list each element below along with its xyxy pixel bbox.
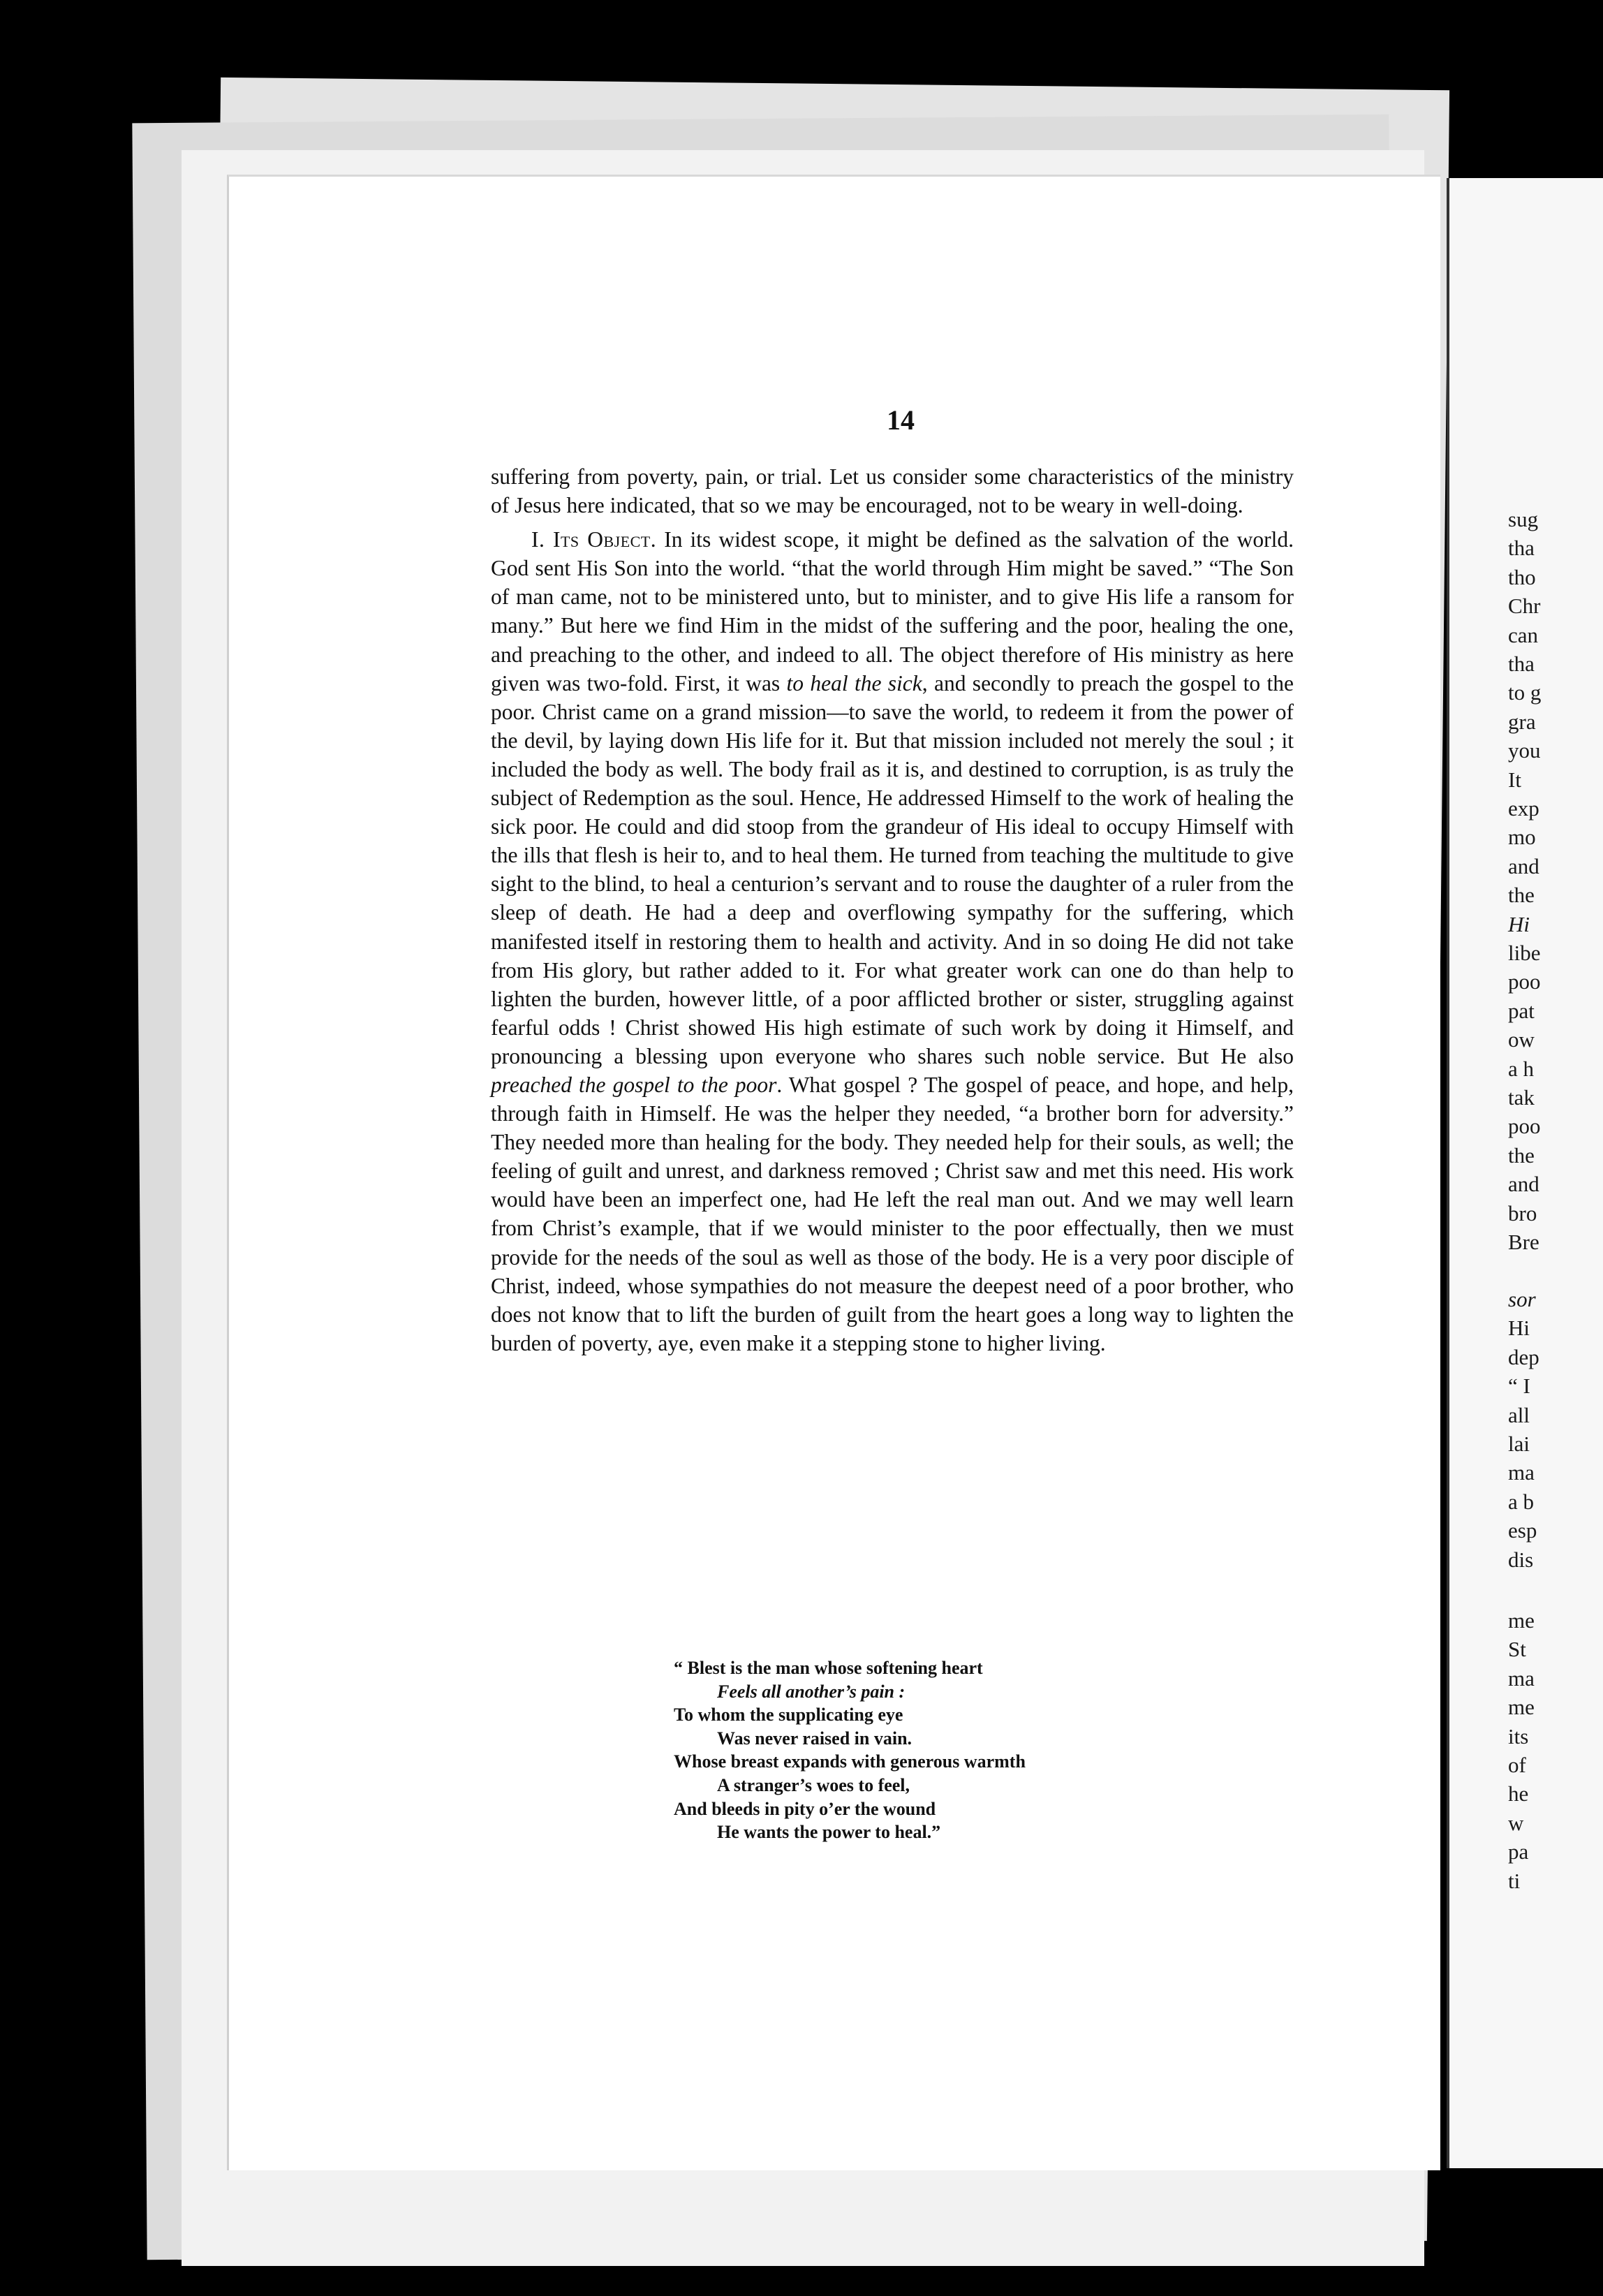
facing-page-fragment: a b <box>1508 1489 1535 1514</box>
facing-page-fragment: the <box>1508 1142 1535 1168</box>
facing-page-fragment: and <box>1508 853 1539 878</box>
facing-page-fragment: dep <box>1508 1344 1539 1369</box>
facing-page-fragment: tak <box>1508 1085 1535 1110</box>
facing-page-fragment: “ I <box>1508 1374 1530 1399</box>
facing-page-fragment: bro <box>1508 1200 1537 1226</box>
facing-page-fragment: St <box>1508 1637 1526 1662</box>
paragraph: I. Its Object. In its widest scope, it might be defined as the salvation of the world. God sent His Son into the world. “that the world through Him might be saved.” “The Son of man came, not to be ministered unto, but to minister, and to give His life a ransom for many.” But here we find Him in the midst of the suffering and the poor, healing the one, and preaching to the other, and indeed to all. The object therefore of His ministry as here given was two-fold. First, it was to heal the sick, and secondly to preach the gospel to the poor. Christ came on a grand mission—to save the world, to redeem it from the power of the devil, by laying down His life for it. But that mission included not merely the soul ; it included the body as well. The body frail as it is, and destined to corruption, is as truly the subject of Redemption as the soul. Hence, He addressed Himself to the work of healing the sick poor. He could and did stoop from the grandeur of His ideal to occupy Himself with the ills that flesh is heir to, and to heal them. He turned from teaching the multitude to give sight to the blind, to heal a centurion’s servant and to rouse the daughter of a ruler from the sleep of death. He had a deep and overflowing sympathy for the suffering, which manifested itself in restoring them to health and activity. And in so doing He did not take from His glory, but rather added to it. For what greater work can one do than help to lighten the burden, however little, of a poor afflicted brother or sister, struggling against fearful odds ! Christ showed His high estimate of such work by doing it Himself, and pronouncing a blessing upon everyone who shares such noble service. But He also preached the gospel to the poor. What gospel ? The gospel of peace, and hope, and help, through faith in Himself. He was the helper they needed, “a brother born for adversity.” They needed more than healing for the body. They needed help for their souls, as well; the feeling of guilt and unrest, and darkness removed ; Christ saw and met this need. His work would have been an imperfect one, had He left the real man out. And we may well learn from Christ’s example, that if we would minister to the poor effectually, then we must provide for the needs of the soul as well as those of the body. He is a very poor disciple of Christ, indeed, whose sympathies do not measure the deepest need of a poor brother, who does not know that to lift the burden of guilt from the heart goes a long way to lighten the burden of poverty, aye, even make it a stepping stone to higher living. <box>491 527 1294 1355</box>
facing-page-fragment: of <box>1508 1753 1526 1777</box>
poem-line: “ Blest is the man whose softening heart <box>674 1658 983 1678</box>
paragraph: suffering from poverty, pain, or trial. Let us consider some characteristics of the ministry of Jesus here indicated, that so we may be encouraged, not to be weary in well-doing. <box>491 464 1294 518</box>
facing-page-fragment: ma <box>1508 1460 1535 1485</box>
facing-page-fragment: poo <box>1508 969 1541 994</box>
facing-page-fragment: esp <box>1508 1518 1537 1543</box>
facing-page-fragment: pat <box>1508 998 1535 1023</box>
facing-page-fragment: lai <box>1508 1432 1530 1456</box>
facing-page-fragment: Bre <box>1508 1230 1539 1254</box>
emphasis: to heal the sick <box>786 670 922 696</box>
facing-page-fragment: the <box>1508 883 1535 908</box>
facing-page-fragment: sug <box>1508 507 1539 531</box>
facing-page-fragment: mo <box>1508 825 1536 850</box>
poem-quote <box>674 1656 1026 1844</box>
facing-page-fragment: all <box>1508 1402 1530 1427</box>
section-heading: I. Its Object. <box>531 527 657 552</box>
facing-page-fragment: tha <box>1508 536 1535 561</box>
emphasis: preached the gospel to the poor <box>491 1072 777 1097</box>
facing-page-fragment: ow <box>1508 1027 1535 1052</box>
poem-line: And bleeds in pity o’er the wound <box>674 1798 936 1819</box>
poem-line: Whose breast expands with generous warmth <box>674 1751 1026 1772</box>
facing-page-fragment: libe <box>1508 941 1541 965</box>
poem-line: Was never raised in vain. <box>717 1728 913 1749</box>
poem-line: A stranger’s woes to feel, <box>717 1774 910 1795</box>
poem-line: Feels all another’s pain : <box>717 1681 906 1702</box>
facing-page-fragment: w <box>1508 1810 1524 1835</box>
facing-page-fragment: It <box>1508 767 1521 792</box>
facing-page-fragment: Chr <box>1508 594 1541 619</box>
facing-page-fragment: can <box>1508 622 1539 647</box>
facing-page-fragment: pa <box>1508 1839 1529 1864</box>
facing-page-fragment: tho <box>1508 564 1536 589</box>
facing-page-fragment: me <box>1508 1608 1535 1633</box>
page-number: 14 <box>887 404 915 436</box>
facing-page-fragment: tha <box>1508 652 1535 676</box>
facing-page-fragment: a h <box>1508 1056 1535 1081</box>
facing-page-fragment: he <box>1508 1781 1529 1806</box>
facing-page-fragment: gra <box>1508 709 1536 734</box>
facing-page-fragment: to g <box>1508 680 1542 705</box>
facing-page-fragment: Hi <box>1508 1316 1530 1341</box>
facing-page-fragment: sor <box>1508 1287 1536 1311</box>
facing-page-fragment: ti <box>1508 1868 1521 1893</box>
facing-page-fragment: me <box>1508 1695 1535 1720</box>
facing-page-fragment: you <box>1508 738 1541 763</box>
facing-page-fragment: dis <box>1508 1547 1534 1572</box>
facing-page-fragment: and <box>1508 1172 1539 1197</box>
body-text <box>491 462 1294 1363</box>
facing-page-fragment: poo <box>1508 1114 1541 1139</box>
facing-page-fragment: exp <box>1508 796 1539 820</box>
facing-page-fragment: Hi <box>1508 911 1530 936</box>
facing-page-fragment: its <box>1508 1723 1529 1749</box>
poem-line: To whom the supplicating eye <box>674 1705 903 1725</box>
facing-page-fragment: ma <box>1508 1665 1535 1691</box>
poem-line: He wants the power to heal.” <box>717 1822 941 1843</box>
